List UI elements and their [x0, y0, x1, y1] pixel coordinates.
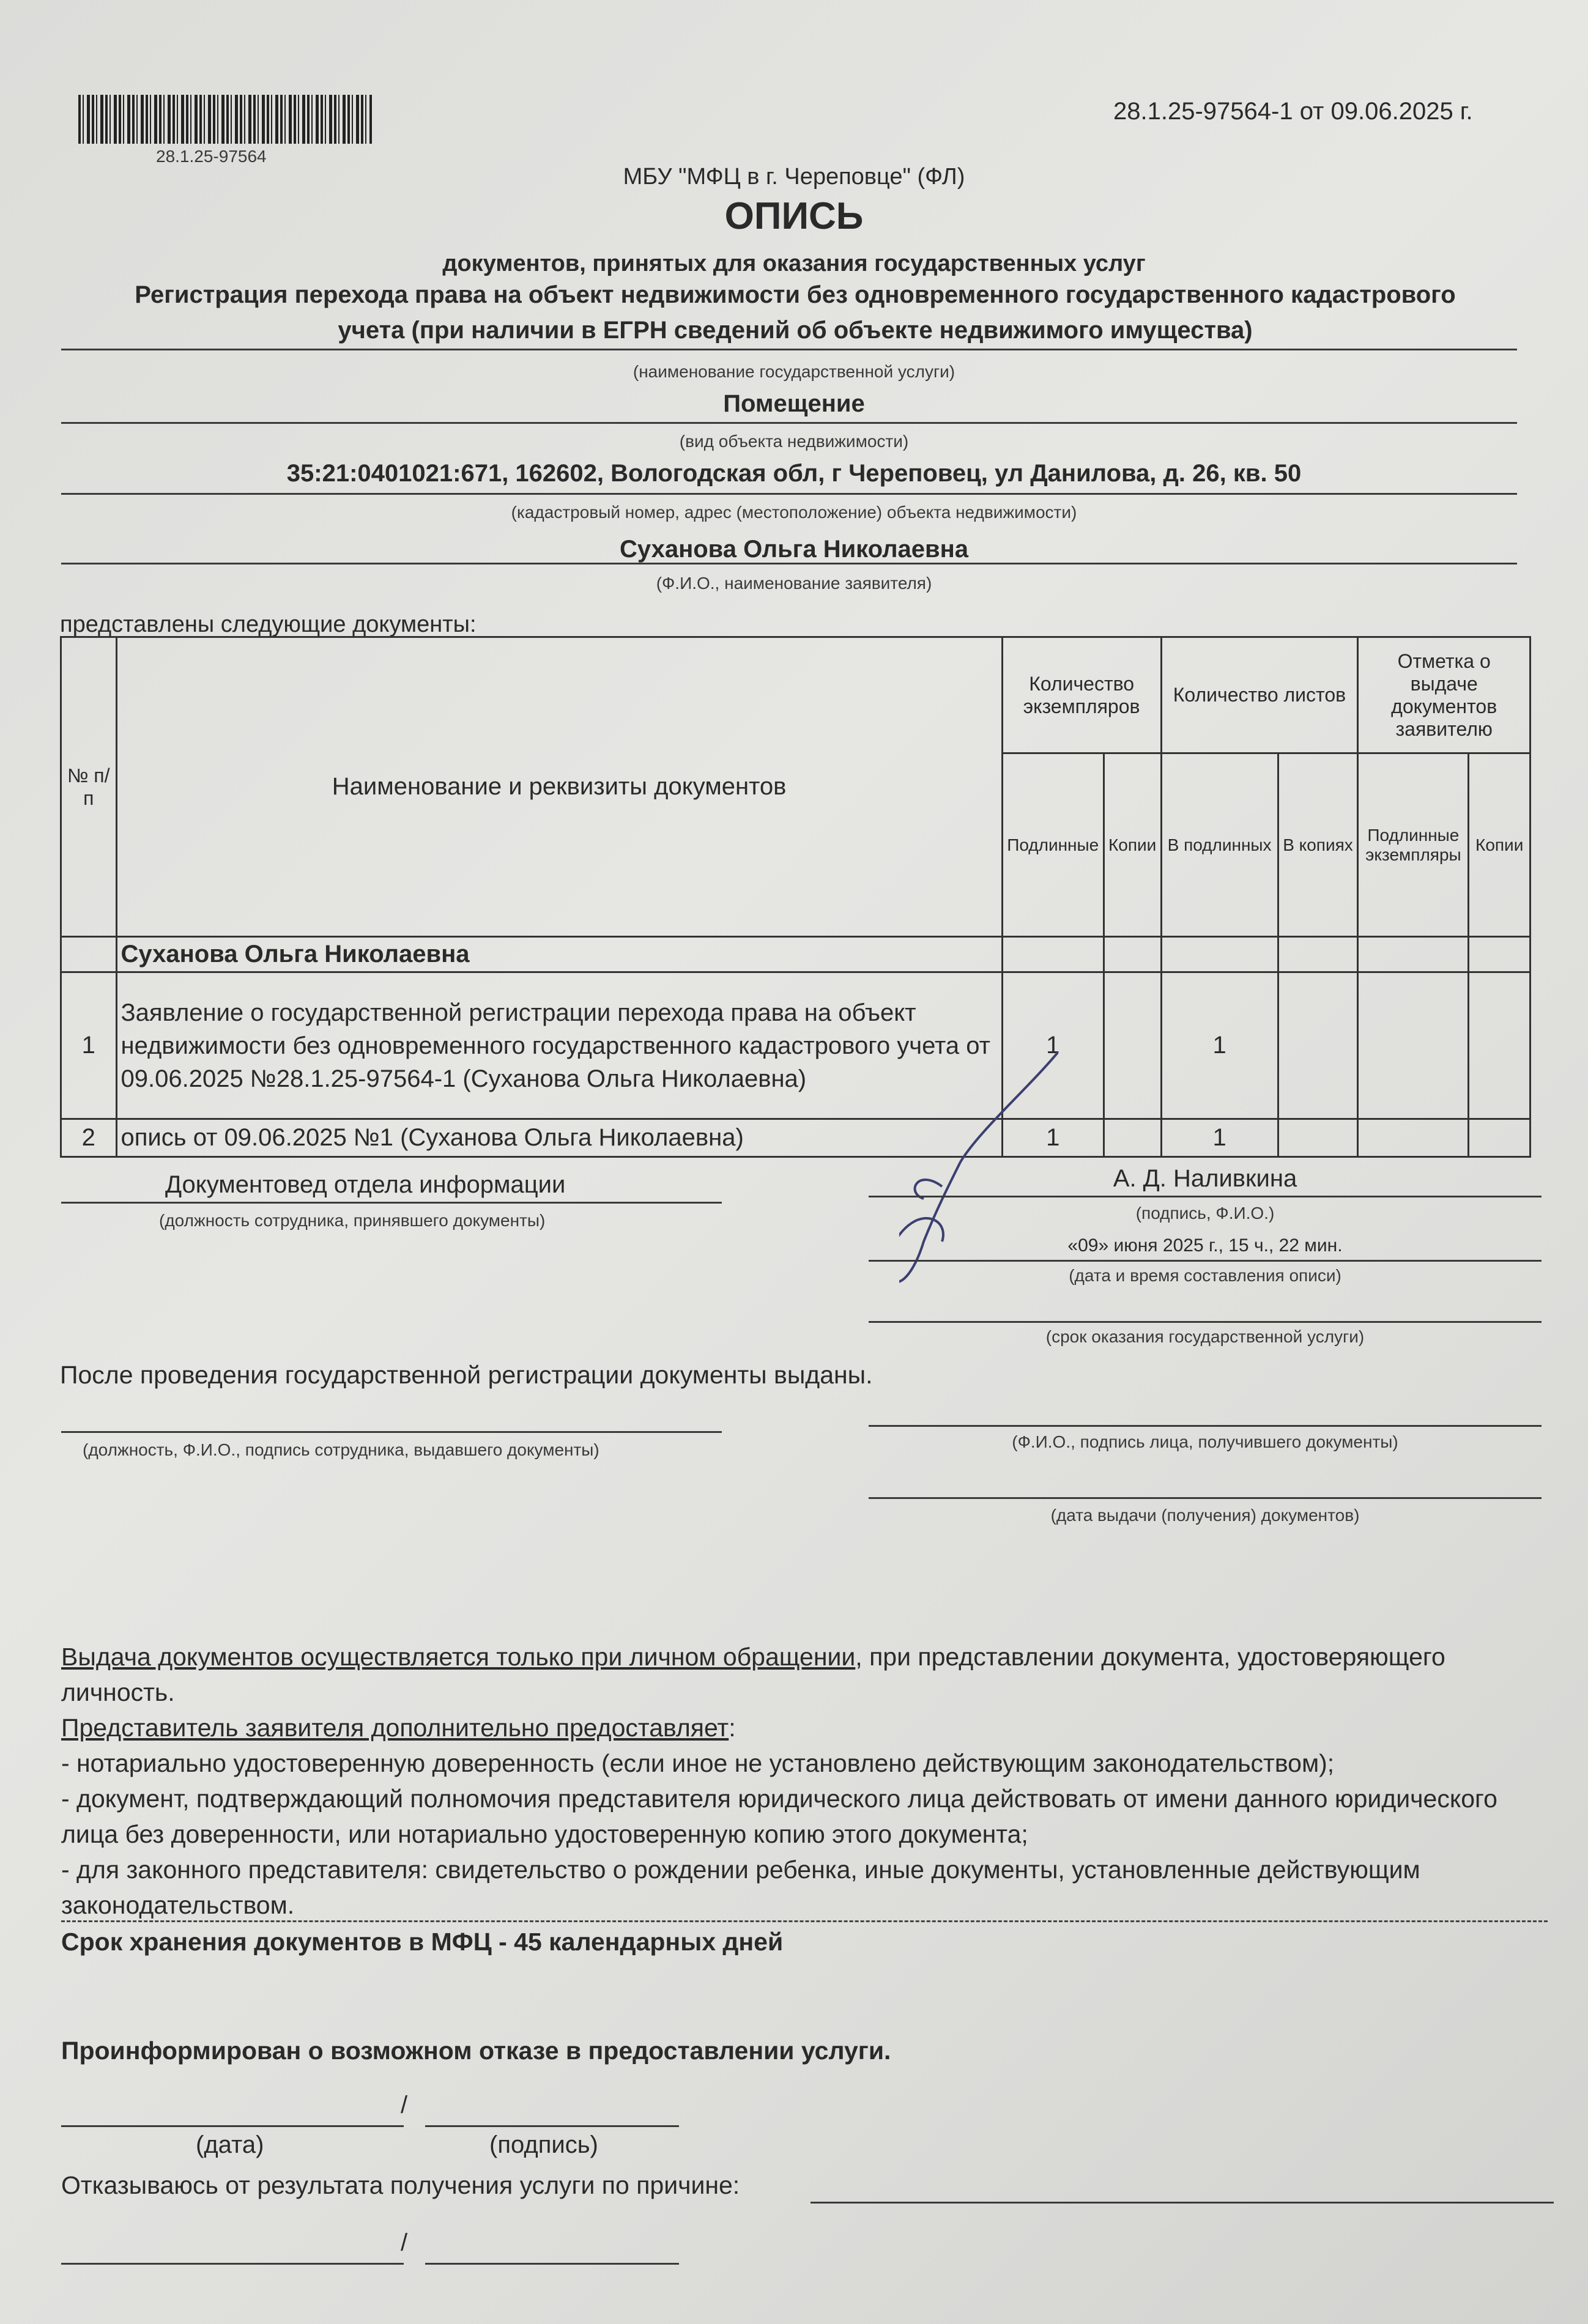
- row-issued-copies: [1469, 972, 1530, 1119]
- documents-table: [60, 636, 1531, 1158]
- notes-p1-underlined: Выдача документов осуществляется только при личном обращении: [61, 1643, 856, 1671]
- row-sheets-copies: [1278, 972, 1358, 1119]
- signature-line: [425, 2125, 679, 2127]
- service-name-line1: Регистрация перехода права на объект недвижимости без одновременного государственного кадастрового: [135, 281, 1456, 308]
- refusal-reason-line: [811, 2202, 1554, 2204]
- row-sheets-originals: 1: [1161, 1119, 1278, 1157]
- object-address-caption: (кадастровый номер, адрес (местоположение) объекта недвижимости): [511, 503, 1077, 522]
- row-copies: [1104, 972, 1161, 1119]
- header-num: № п/п: [61, 637, 117, 937]
- organization-name: МБУ "МФЦ в г. Череповце" (ФЛ): [623, 164, 965, 190]
- acceptor-signer: А. Д. Наливкина: [1113, 1165, 1297, 1192]
- date-line: [61, 2263, 404, 2265]
- divider: [61, 563, 1517, 564]
- applicant-caption: (Ф.И.О., наименование заявителя): [656, 574, 932, 593]
- divider: [869, 1196, 1542, 1197]
- slash: /: [401, 2229, 408, 2256]
- service-term-caption: (срок оказания государственной услуги): [1045, 1327, 1365, 1346]
- acceptor-position-caption: (должность сотрудника, принявшего документы): [159, 1211, 546, 1230]
- document-title: ОПИСЬ: [724, 195, 864, 237]
- service-name-caption: (наименование государственной услуги): [633, 362, 955, 381]
- header-sheets-count: Количество листов: [1161, 637, 1358, 753]
- row-copies: [1104, 1119, 1161, 1157]
- storage-term: Срок хранения документов в МФЦ - 45 календарных дней: [61, 1928, 784, 1956]
- applicant-name: Суханова Ольга Николаевна: [619, 536, 969, 563]
- table-row: [61, 1119, 1530, 1157]
- object-type-caption: (вид объекта недвижимости): [679, 432, 909, 451]
- header-issue-copies: Копии: [1469, 753, 1530, 937]
- row-originals: 1: [1002, 1119, 1104, 1157]
- header-name: Наименование и реквизиты документов: [116, 637, 1002, 937]
- acceptance-datetime-caption: (дата и время составления описи): [1069, 1266, 1341, 1285]
- issuance-statement: После проведения государственной регистрации документы выданы.: [60, 1361, 873, 1389]
- documents-intro: представлены следующие документы:: [60, 612, 477, 637]
- object-address: 35:21:0401021:671, 162602, Вологодская обл, г Череповец, ул Данилова, д. 26, кв. 50: [286, 460, 1302, 487]
- row-sheets-originals: 1: [1161, 972, 1278, 1119]
- signature-line: [425, 2263, 679, 2265]
- table-row: [61, 972, 1530, 1119]
- notes-item: - для законного представителя: свидетельство о рождении ребенка, иные документы, установленные действующим законодательством.: [61, 1856, 1420, 1919]
- divider: [61, 1431, 722, 1433]
- notes-paragraph-2: [61, 1710, 1542, 1745]
- row-num: 2: [61, 1119, 117, 1157]
- object-type: Помещение: [723, 390, 865, 417]
- row-issued-originals: [1358, 1119, 1469, 1157]
- date-line: [61, 2125, 404, 2127]
- header-in-originals: В подлинных: [1161, 753, 1278, 937]
- signature-caption: (подпись): [489, 2131, 598, 2158]
- header-copies-count: Количество экземпляров: [1002, 637, 1161, 753]
- slash: /: [401, 2092, 408, 2119]
- notes-p2-underlined: Представитель заявителя дополнительно предоставляет: [61, 1714, 729, 1742]
- row-issued-originals: [1358, 972, 1469, 1119]
- header-issue-mark: Отметка о выдаче документов заявителю: [1358, 637, 1530, 753]
- refusal-reason-label: Отказываюсь от результата получения услуги по причине:: [61, 2171, 740, 2199]
- divider: [61, 1202, 722, 1204]
- header-original-copies: Подлинные экземпляры: [1358, 753, 1469, 937]
- header-originals: Подлинные: [1002, 753, 1104, 937]
- refusal-informed: Проинформирован о возможном отказе в предоставлении услуги.: [61, 2037, 891, 2065]
- header-in-copies: В копиях: [1278, 753, 1358, 937]
- acceptance-datetime: «09» июня 2025 г., 15 ч., 22 мин.: [1067, 1235, 1343, 1256]
- row-num: 1: [61, 972, 117, 1119]
- row-sheets-copies: [1278, 1119, 1358, 1157]
- row-document-name: Заявление о государственной регистрации перехода права на объект недвижимости без одновременного государственного кадастрового учета от 09.06.2025 №28.1.25-97564-1 (Суханова Ольга Николаевна): [116, 972, 1002, 1119]
- issue-date-caption: (дата выдачи (получения) документов): [1050, 1506, 1360, 1525]
- row-originals: 1: [1002, 972, 1104, 1119]
- row-document-name: опись от 09.06.2025 №1 (Суханова Ольга Николаевна): [116, 1119, 1002, 1157]
- divider: [869, 1260, 1542, 1262]
- document-reference: 28.1.25-97564-1 от 09.06.2025 г.: [1113, 98, 1473, 125]
- barcode: [78, 95, 372, 144]
- divider: [61, 422, 1517, 424]
- divider: [869, 1497, 1542, 1499]
- notes-item: - нотариально удостоверенную доверенность (если иное не установлено действующим законодательством);: [61, 1749, 1335, 1777]
- divider: [869, 1425, 1542, 1427]
- row-issued-copies: [1469, 1119, 1530, 1157]
- header-copies: Копии: [1104, 753, 1161, 937]
- divider: [61, 493, 1517, 495]
- divider: [61, 349, 1517, 350]
- divider: [869, 1321, 1542, 1323]
- service-name-line2: учета (при наличии в ЕГРН сведений об объекте недвижимого имущества): [338, 317, 1253, 344]
- dashed-divider: [61, 1920, 1548, 1922]
- notes-p1-rest: , при представлении документа, удостоверяющего личность.: [61, 1643, 1445, 1706]
- receiver-caption: (Ф.И.О., подпись лица, получившего документы): [1012, 1432, 1398, 1451]
- acceptor-position: Документовед отдела информации: [165, 1171, 566, 1198]
- applicant-group-row: Суханова Ольга Николаевна: [116, 937, 1002, 972]
- notes-p2-rest: :: [729, 1714, 736, 1742]
- barcode-number: 28.1.25-97564: [156, 147, 267, 166]
- date-caption: (дата): [196, 2131, 264, 2158]
- document-subtitle: документов, принятых для оказания государственных услуг: [442, 251, 1146, 276]
- acceptor-signer-caption: (подпись, Ф.И.О.): [1135, 1204, 1275, 1223]
- notes-item: - документ, подтверждающий полномочия представителя юридического лица действовать от имени данного юридического лица без доверенности, или нотариально удостоверенную копию этого документа;: [61, 1785, 1497, 1848]
- issuer-caption: (должность, Ф.И.О., подпись сотрудника, выдавшего документы): [83, 1440, 599, 1459]
- notes-paragraph-1: [61, 1639, 1542, 1710]
